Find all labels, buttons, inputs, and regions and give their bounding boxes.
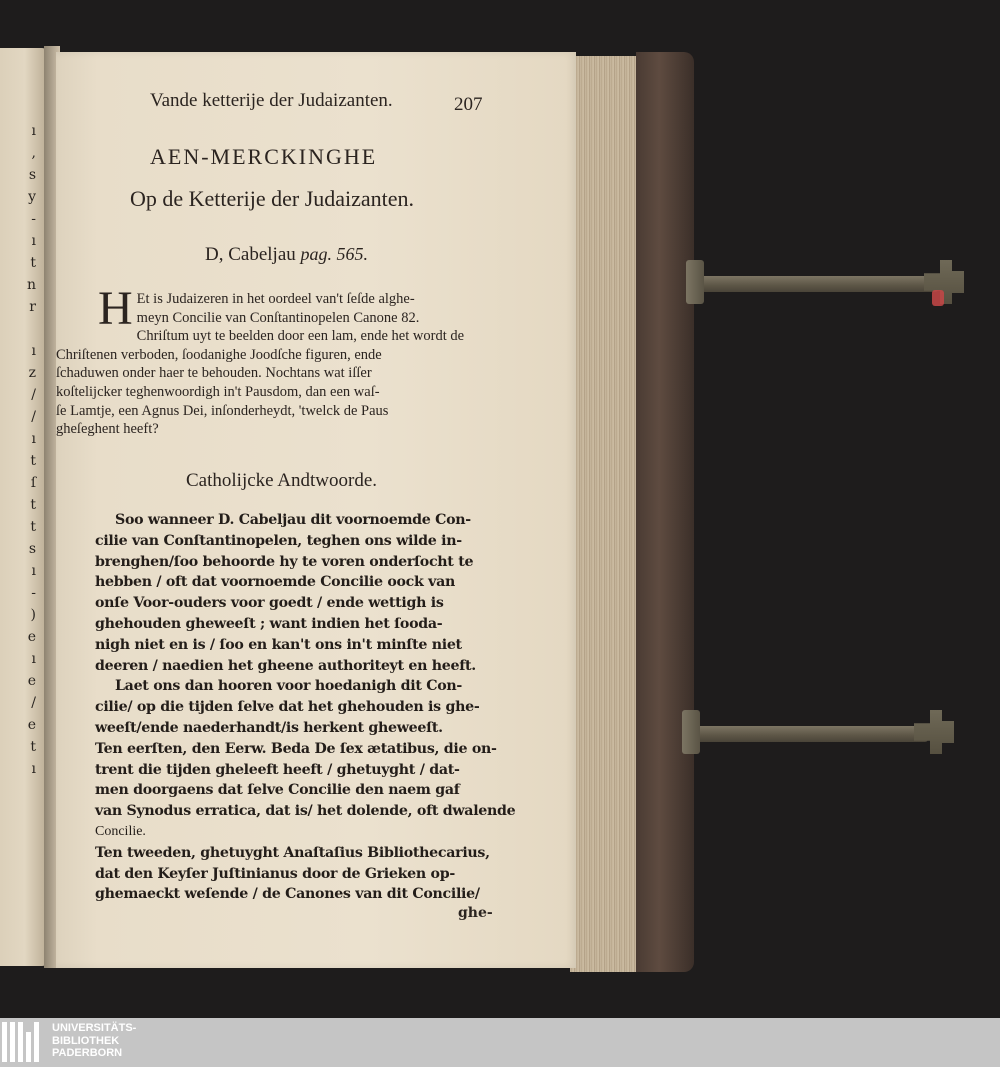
library-logo-icon [2, 1022, 46, 1064]
left-edge-letter: t [30, 453, 36, 469]
answer-line: Laet ons dan hooren voor hoedanigh dit Con- [115, 678, 462, 695]
left-edge-letter: ı [31, 233, 36, 249]
left-edge-letter: / [31, 695, 36, 711]
library-name-line1: UNIVERSITÄTS- [52, 1022, 137, 1034]
left-edge-letter: t [30, 255, 36, 271]
answer-heading: Catholijcke Andtwoorde. [186, 470, 378, 491]
left-edge-letter: ı [31, 431, 36, 447]
question-paragraph [56, 282, 493, 439]
question-line: ſchaduwen onder haer te behouden. Nochtans wat iſſer [56, 365, 372, 382]
lower-clasp [682, 710, 956, 750]
answer-line: cilie van Conſtantinopelen, teghen ons wilde in- [95, 532, 462, 549]
left-edge-letter: e [27, 717, 36, 733]
book-cover-spine [636, 52, 694, 972]
question-line: gheſeghent heeft? [56, 421, 159, 438]
left-edge-letter: , [31, 145, 36, 161]
upper-clasp [686, 260, 966, 300]
left-edge-letter: - [31, 585, 36, 601]
left-edge-letter: t [30, 497, 36, 513]
question-line: meyn Concilie van Conſtantinopelen Canone 82. [136, 309, 420, 326]
left-edge-letter: y [28, 189, 36, 205]
left-edge-letter: ı [31, 343, 36, 359]
left-edge-letter: e [27, 629, 36, 645]
library-footer [0, 1018, 1000, 1067]
citation-prefix: D, Cabeljau [205, 244, 301, 265]
section-title: AEN-MERCKINGHE [150, 144, 378, 169]
answer-body [95, 510, 516, 905]
answer-line: deeren / naedien het gheene authoriteyt en heeft. [95, 657, 476, 674]
left-edge-letter: t [30, 739, 36, 755]
left-edge-letter: ı [31, 123, 36, 139]
page-number: 207 [454, 94, 483, 115]
answer-line: dat den Keyſer Juſtinianus door de Grieken op- [95, 865, 455, 882]
answer-line: brenghen/ſoo behoorde hy te voren onderſocht te [95, 553, 474, 570]
left-edge-letter: r [29, 299, 36, 315]
question-line: Chriſtum uyt te beelden door een lam, ende het wordt de [136, 328, 465, 345]
library-name [52, 1022, 136, 1060]
left-edge-letter: / [31, 387, 36, 403]
answer-line: onſe Voor-ouders voor goedt / ende wettigh is [95, 595, 444, 612]
left-edge-letter: ı [31, 651, 36, 667]
answer-line: men doorgaens dat ſelve Concilie den naem gaf [95, 782, 460, 799]
left-edge-letter: ı [31, 761, 36, 777]
question-line: koſtelijcker teghenwoordigh in't Pausdom, dan een waſ- [56, 383, 380, 400]
question-line: ſe Lamtje, een Agnus Dei, inſonderheydt, 'twelck de Paus [56, 402, 389, 419]
left-page-edge-text [0, 120, 48, 780]
left-edge-letter [0, 318, 36, 340]
left-edge-letter: s [28, 541, 36, 557]
answer-line: nigh niet en is / ſoo en kan't ons in't minſte niet [95, 636, 462, 653]
section-subtitle: Op de Ketterije der Judaizanten. [130, 186, 415, 211]
red-library-mark [932, 290, 944, 306]
running-head: Vande ketterije der Judaizanten. [150, 90, 393, 111]
library-name-line3: PADERBORN [52, 1047, 123, 1059]
question-line: Chriſtenen verboden, ſoodanighe Joodſche figuren, ende [56, 346, 382, 363]
question-line: Et is Judaizeren in het oordeel van't ſeſde alghe- [136, 291, 415, 307]
left-edge-letter: n [26, 277, 36, 293]
left-edge-letter: ı [31, 563, 36, 579]
drop-capital: H [98, 282, 133, 335]
answer-line: cilie/ op die tijden ſelve dat het ghehouden is ghe- [95, 699, 480, 716]
citation [205, 244, 368, 266]
left-edge-letter: - [31, 211, 36, 227]
answer-line: hebben / oft dat voornoemde Concilie oock van [95, 574, 456, 591]
left-page-fragment [0, 48, 48, 966]
left-edge-letter: t [30, 519, 36, 535]
answer-line: van Synodus erratica, dat is/ het dolende, oft dwalende [95, 803, 516, 820]
library-name-line2: BIBLIOTHEK [52, 1034, 120, 1047]
answer-line: trent die tijden gheleeft heeft / ghetuyght / dat- [95, 761, 460, 778]
answer-line: Soo wanneer D. Cabeljau dit voornoemde Con- [115, 512, 471, 528]
left-edge-letter: e [27, 673, 36, 689]
answer-line: ghehouden gheweeſt ; want indien het ſooda- [95, 615, 443, 632]
answer-line: weeſt/ende naederhandt/is herkent gheweeſt. [95, 719, 443, 736]
answer-line: ghemaeckt weſende / de Canones van dit Concilie/ [95, 886, 480, 903]
answer-line: Ten eerſten, den Eerw. Beda De ſex ætatibus, die on- [95, 740, 497, 757]
left-edge-letter: s [28, 167, 36, 183]
answer-line: Ten tweeden, ghetuyght Anaſtaſius Bibliothecarius, [95, 844, 490, 861]
left-edge-letter: z [28, 365, 36, 381]
left-edge-letter: / [31, 409, 36, 425]
citation-page: pag. 565. [300, 244, 369, 264]
catchword: ghe- [458, 905, 493, 921]
left-edge-letter: ſ [30, 475, 36, 491]
answer-line: Concilie. [95, 823, 146, 839]
left-edge-letter: ) [30, 607, 36, 623]
